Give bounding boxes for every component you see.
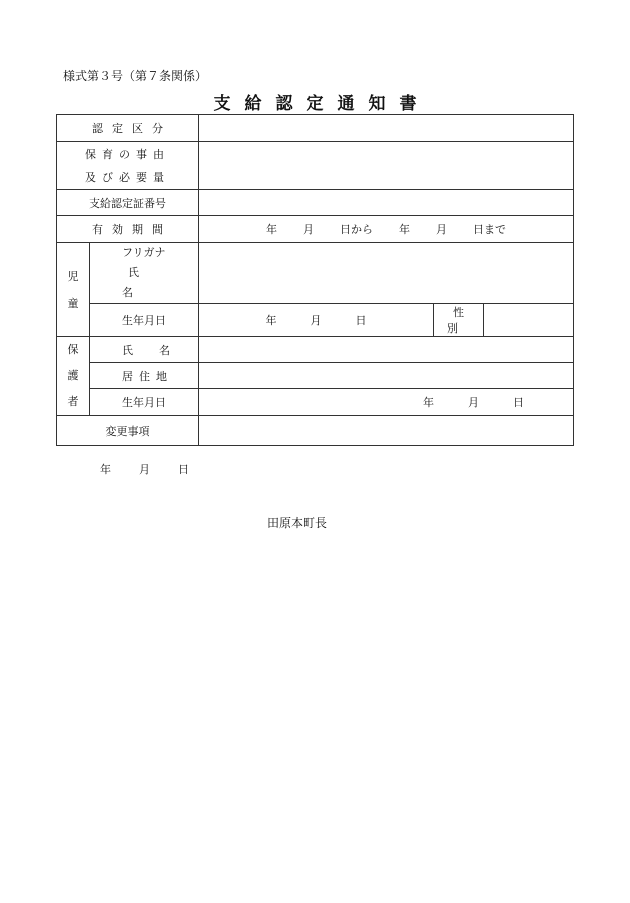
issuer-name: 田原本町長 [267,516,328,530]
label-validity-period: 有効期間 [57,216,199,243]
field-address[interactable] [199,363,574,389]
label-child-group [57,243,90,337]
validity-day-until: 日まで [473,223,506,236]
validity-month2: 月 [436,223,447,236]
label-reason-line2: 及び必要量 [85,170,170,184]
issue-date [100,461,189,477]
label-guardian-group [57,337,90,416]
label-furigana: フリガナ [122,246,166,259]
guardian-birth-year: 年 [423,396,434,409]
field-guardian-birthdate[interactable] [199,389,574,416]
guardian-birth-day: 日 [513,396,524,409]
label-guardian-group-text: 保護者 [67,343,79,408]
row-certificate-number [57,190,574,216]
field-changes[interactable] [199,416,574,446]
row-guardian-name [57,337,574,363]
document-title: 支給認定通知書 [213,94,431,114]
row-child-name [57,243,574,304]
label-changes: 変更事項 [57,416,199,446]
certification-form-table [56,114,574,446]
validity-year2: 年 [399,223,410,236]
row-changes [57,416,574,446]
field-sex[interactable] [484,304,574,337]
field-child-name[interactable] [199,243,574,304]
field-child-birthdate[interactable] [199,304,434,337]
birth-day: 日 [355,314,367,327]
birth-year: 年 [265,314,277,327]
validity-day-from: 日から [340,223,373,236]
label-guardian-name: 氏名 [90,337,199,363]
label-address: 居住地 [90,363,199,389]
form-number: 様式第３号（第７条関係） [63,69,208,83]
label-certificate-number: 支給認定証番号 [57,190,199,216]
row-child-birthdate [57,304,574,337]
row-validity-period [57,216,574,243]
validity-year1: 年 [266,223,277,236]
label-certification-category: 認定区分 [57,115,199,142]
guardian-birth-month: 月 [468,396,479,409]
label-child-name [90,243,199,304]
field-certificate-number[interactable] [199,190,574,216]
issue-date-day: 日 [178,463,189,476]
field-reason[interactable] [199,142,574,190]
row-certification-category [57,115,574,142]
row-guardian-birthdate [57,389,574,416]
field-guardian-name[interactable] [199,337,574,363]
label-guardian-birthdate: 生年月日 [90,389,199,416]
label-child-group-text: 児童 [67,269,79,310]
label-sex: 性別 [434,304,484,337]
label-child-birthdate: 生年月日 [90,304,199,337]
validity-month1: 月 [303,223,314,236]
field-validity-period[interactable] [199,216,574,243]
birth-month: 月 [310,314,322,327]
row-address [57,363,574,389]
issue-date-year: 年 [100,463,111,476]
label-name: 氏名 [122,266,165,299]
field-certification-category[interactable] [199,115,574,142]
row-reason [57,142,574,190]
label-reason [57,142,199,190]
issue-date-month: 月 [139,463,150,476]
label-reason-line1: 保育の事由 [85,147,170,161]
